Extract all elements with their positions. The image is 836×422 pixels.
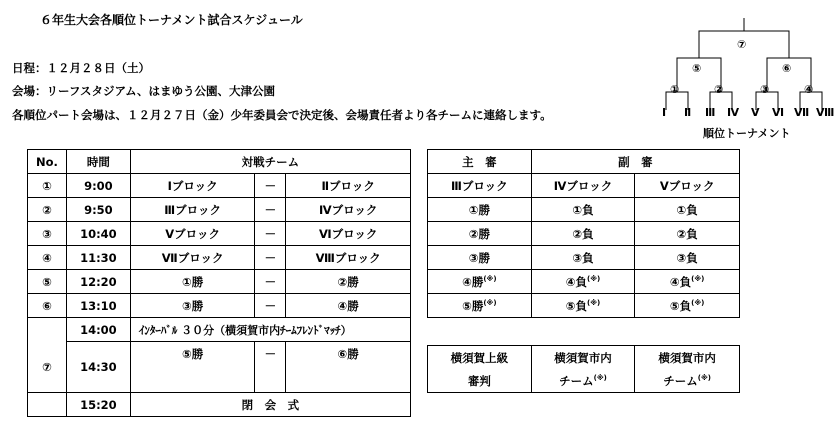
main-referee (428, 270, 532, 294)
team-a: ⑤勝 (130, 342, 255, 393)
venue-line: 会場：リーフスタジアム、はまゆう公園、大津公園 (12, 84, 276, 98)
referee-table (427, 149, 740, 318)
table-row (28, 270, 411, 294)
match-time: 14:00 (66, 318, 130, 342)
bracket-first: ② (714, 83, 724, 96)
versus-dash: － (255, 294, 286, 318)
table-row (28, 198, 411, 222)
match-time: 11:30 (66, 246, 130, 270)
main-referee: ②勝 (428, 222, 532, 246)
team-b: Ⅷブロック (286, 246, 411, 270)
team-b: Ⅳブロック (286, 198, 411, 222)
note-mark: (※) (593, 373, 607, 382)
team-a: Ⅲブロック (130, 198, 255, 222)
match-time: 14:30 (66, 342, 130, 393)
bracket-block: Ⅴ (751, 106, 760, 119)
versus-dash: － (255, 246, 286, 270)
assistant-referee-text: ⑤負 (565, 298, 588, 313)
match-time: 10:40 (66, 222, 130, 246)
assistant-referee: ②負 (531, 222, 635, 246)
match-time: 13:10 (66, 294, 130, 318)
note-line: 各順位パート会場は、１２月２７日（金）少年委員会で決定後、会場責任者より各チームに連絡します。 (12, 108, 552, 122)
match-no (28, 318, 67, 342)
assistant-referee: Ⅴブロック (635, 174, 740, 198)
match-no: ⑦ (28, 342, 67, 393)
note-mark: (※) (697, 373, 712, 382)
table-row (428, 198, 740, 222)
date-line: 日程：１２月２８日（土） (12, 61, 150, 75)
table-row (28, 294, 411, 318)
bracket-top: ⑦ (737, 38, 747, 51)
table-row (28, 174, 411, 198)
table-row (428, 294, 740, 318)
bracket-block: Ⅵ (772, 106, 785, 119)
team-b: ⑥勝 (286, 342, 411, 393)
versus-dash: － (255, 270, 286, 294)
table-header-row (428, 150, 740, 174)
assistant-referee (635, 369, 740, 393)
note-mark: (※) (691, 274, 705, 283)
schedule-table (27, 149, 411, 417)
assistant-referee (531, 369, 635, 393)
assistant-referee (531, 294, 635, 318)
assistant-referee: Ⅳブロック (531, 174, 635, 198)
assistant-referee (635, 270, 740, 294)
assistant-referee: ③負 (531, 246, 635, 270)
table-row (428, 270, 740, 294)
closing-row (28, 393, 411, 417)
main-referee-text: ⑤勝 (462, 298, 484, 313)
versus-dash: － (255, 174, 286, 198)
table-row (428, 246, 740, 270)
match-no: ④ (28, 246, 67, 270)
team-b: Ⅱブロック (286, 174, 411, 198)
note-mark: (※) (587, 298, 601, 307)
final-referee-table (427, 345, 740, 393)
note-mark: (※) (691, 298, 705, 307)
assistant-referee: ①負 (531, 198, 635, 222)
assistant-referee-text: ⑤負 (669, 298, 692, 313)
match-no: ② (28, 198, 67, 222)
team-b: ②勝 (286, 270, 411, 294)
assistant-referee-text: ④負 (669, 274, 692, 289)
assistant-referee-text: チーム (663, 373, 698, 388)
main-referee: ①勝 (428, 198, 532, 222)
header-no: No. (28, 150, 67, 174)
assistant-referee: ②負 (635, 222, 740, 246)
table-row (428, 222, 740, 246)
assistant-referee: 横須賀市内 (635, 346, 740, 370)
closing-ceremony: 閉 会 式 (130, 393, 410, 417)
bracket-semi: ⑥ (782, 62, 792, 75)
bracket-first: ① (670, 83, 680, 96)
main-referee-text: ④勝 (462, 274, 484, 289)
assistant-referee: ①負 (635, 198, 740, 222)
header-teams: 対戦チーム (130, 150, 410, 174)
bracket-semi: ⑤ (692, 62, 702, 75)
main-referee: 審判 (428, 369, 532, 393)
match-time: 9:00 (66, 174, 130, 198)
bracket-block: Ⅰ (662, 106, 667, 119)
main-referee: 横須賀上級 (428, 346, 532, 370)
bracket-first: ③ (760, 83, 770, 96)
match-no: ③ (28, 222, 67, 246)
interval-row (28, 318, 411, 342)
table-header-row (28, 150, 411, 174)
main-referee: ③勝 (428, 246, 532, 270)
bracket-first: ④ (804, 83, 814, 96)
bracket-block: Ⅶ (794, 106, 810, 119)
team-a: Ⅴブロック (130, 222, 255, 246)
interval-text: ｲﾝﾀｰﾊﾞﾙ ３０分（横須賀市内ﾁｰﾑﾌﾚﾝﾄﾞﾏｯﾁ） (130, 318, 410, 342)
team-a: Ⅰブロック (130, 174, 255, 198)
assistant-referee: 横須賀市内 (531, 346, 635, 370)
match-no: ① (28, 174, 67, 198)
team-b: Ⅵブロック (286, 222, 411, 246)
assistant-referee (635, 294, 740, 318)
assistant-referee: ③負 (635, 246, 740, 270)
match-no: ⑤ (28, 270, 67, 294)
versus-dash: － (255, 342, 286, 393)
note-mark: (※) (483, 274, 497, 283)
table-row (28, 246, 411, 270)
assistant-referee-text: チーム (559, 373, 594, 388)
note-mark: (※) (483, 298, 497, 307)
note-mark: (※) (587, 274, 601, 283)
bracket-block: Ⅱ (684, 106, 692, 119)
header-main-referee: 主 審 (428, 150, 532, 174)
assistant-referee-text: ④負 (565, 274, 588, 289)
match-time: 15:20 (66, 393, 130, 417)
final-row (28, 342, 411, 393)
match-time: 12:20 (66, 270, 130, 294)
versus-dash: － (255, 198, 286, 222)
assistant-referee (531, 270, 635, 294)
header-time: 時間 (66, 150, 130, 174)
header-assistant-referee: 副 審 (531, 150, 739, 174)
tournament-bracket (660, 18, 835, 130)
table-row (428, 369, 740, 393)
match-time: 9:50 (66, 198, 130, 222)
bracket-block: Ⅲ (705, 106, 716, 119)
table-row (28, 222, 411, 246)
match-no: ⑥ (28, 294, 67, 318)
table-row (428, 346, 740, 370)
main-referee (428, 294, 532, 318)
team-b: ④勝 (286, 294, 411, 318)
match-no (28, 393, 67, 417)
versus-dash: － (255, 222, 286, 246)
team-a: Ⅶブロック (130, 246, 255, 270)
bracket-caption: 順位トーナメント (703, 127, 791, 140)
bracket-block: Ⅷ (816, 106, 835, 119)
table-row (428, 174, 740, 198)
team-a: ①勝 (130, 270, 255, 294)
team-a: ③勝 (130, 294, 255, 318)
main-referee: Ⅲブロック (428, 174, 532, 198)
page-title: ６年生大会各順位トーナメント試合スケジュール (40, 13, 303, 27)
bracket-block: Ⅳ (727, 106, 740, 119)
